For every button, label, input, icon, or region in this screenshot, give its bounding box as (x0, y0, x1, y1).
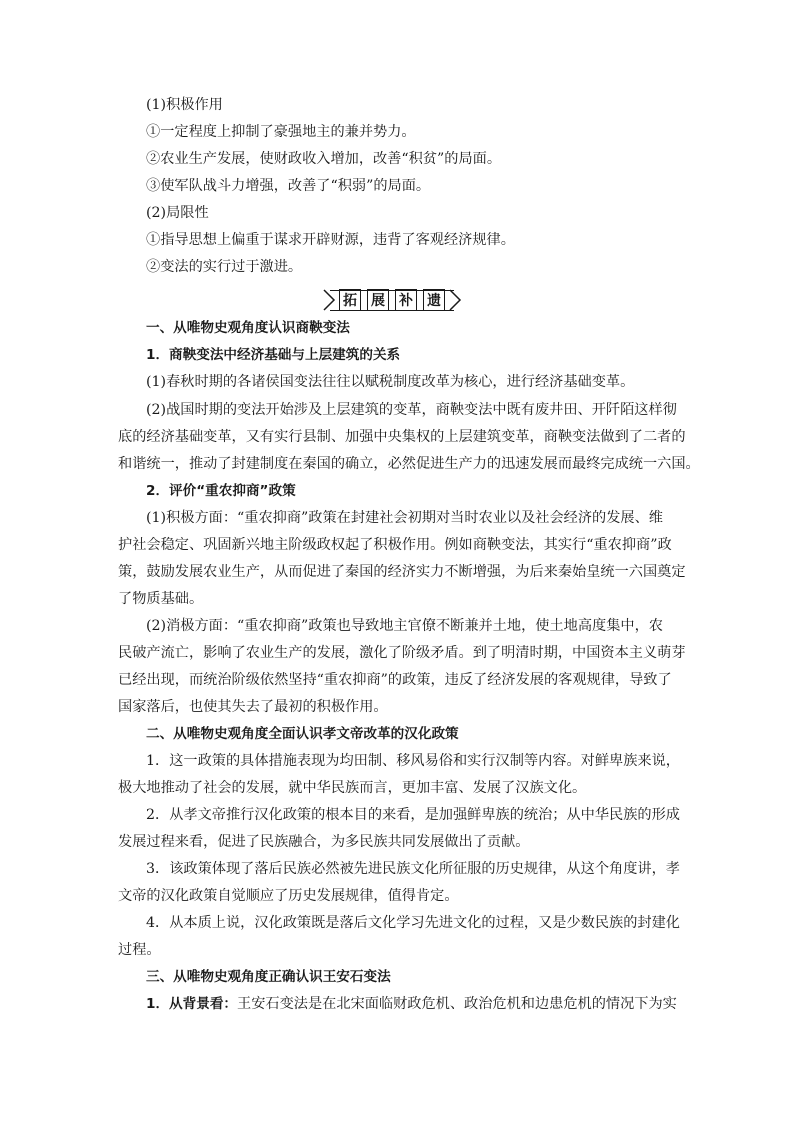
paragraph-line: 文帝的汉化政策自觉顺应了历史发展规律，值得肯定。 (118, 888, 459, 904)
banner-char: 遗 (423, 289, 445, 311)
paragraph-line: 国家落后，也使其失去了最初的积极作用。 (118, 699, 388, 715)
section-heading-limit: (2)局限性 (146, 205, 209, 221)
list-item: ①一定程度上抑制了豪强地主的兼并势力。 (146, 124, 416, 140)
banner-char: 补 (395, 289, 417, 311)
list-item: ③使军队战斗力增强，改善了“积弱”的局面。 (146, 178, 431, 194)
paragraph-line: 底的经济基础变革，又有实行县制、加强中央集权的上层建筑变革，商鞅变法做到了二者的 (118, 429, 686, 445)
paragraph-line: 护社会稳定、巩固新兴地主阶级政权起了积极作用。例如商鞅变法，其实行“重农抑商”政 (118, 537, 672, 553)
paragraph-line: 1．这一政策的具体措施表现为均田制、移风易俗和实行汉制等内容。对鲜卑族来说， (146, 753, 680, 769)
paragraph-line: 过程。 (118, 942, 161, 958)
paragraph-line: 发展过程来看，促进了民族融合，为多民族共同发展做出了贡献。 (118, 834, 530, 850)
paragraph-line: 了物质基础。 (118, 591, 204, 607)
section-banner (322, 287, 462, 313)
list-item: ②农业生产发展，使财政收入增加，改善“积贫”的局面。 (146, 151, 502, 167)
paragraph-line: 民破产流亡，影响了农业生产的发展，激化了阶级矛盾。到了明清时期，中国资本主义萌芽 (118, 645, 686, 661)
banner-char: 展 (367, 289, 389, 311)
banner-char: 拓 (339, 289, 361, 311)
paragraph-line: 2．从孝文帝推行汉化政策的根本目的来看，是加强鲜卑族的统治；从中华民族的形成 (146, 807, 680, 823)
paragraph-line: 策，鼓励发展农业生产，从而促进了秦国的经济实力不断增强，为后来秦始皇统一六国奠定 (118, 564, 686, 580)
paragraph-line: 4．从本质上说，汉化政策既是落后文化学习先进文化的过程，又是少数民族的封建化 (146, 915, 680, 931)
paragraph-line: 和谐统一，推动了封建制度在秦国的确立，必然促进生产力的迅速发展而最终完成统一六国。 (118, 456, 700, 472)
part2-title: 二、从唯物史观角度全面认识孝文帝改革的汉化政策 (146, 726, 459, 742)
paragraph-line (146, 994, 677, 1014)
paragraph-line: 3．该政策体现了落后民族必然被先进民族文化所征服的历史规律，从这个角度讲，孝 (146, 861, 680, 877)
paragraph-line: (2)消极方面：“重农抑商”政策也导致地主官僚不断兼并土地，使土地高度集中，农 (146, 618, 663, 634)
paragraph-line: 已经出现，而统治阶级依然坚持“重农抑商”的政策，违反了经济发展的客观规律，导致了 (118, 672, 672, 688)
paragraph-line: (1)积极方面：“重农抑商”政策在封建社会初期对当时农业以及社会经济的发展、维 (146, 510, 663, 526)
paragraph-line: 极大地推动了社会的发展，就中华民族而言，更加丰富、发展了汉族文化。 (118, 780, 587, 796)
section-heading-positive: (1)积极作用 (146, 97, 223, 113)
part3-title: 三、从唯物史观角度正确认识王安石变法 (146, 969, 391, 985)
paragraph: (1)春秋时期的各诸侯国变法往往以赋税制度改革为核心，进行经济基础变革。 (146, 374, 635, 390)
part3-text: 王安石变法是在北宋面临财政危机、政治危机和边患危机的情况下为实 (237, 996, 677, 1012)
list-item: ①指导思想上偏重于谋求开辟财源，违背了客观经济规律。 (146, 232, 515, 248)
part1-title: 一、从唯物史观角度认识商鞅变法 (146, 320, 350, 336)
part1-subtitle-2: 2．评价“重农抑商”政策 (146, 483, 296, 499)
list-item: ②变法的实行过于激进。 (146, 259, 303, 275)
part3-label: 1．从背景看： (146, 996, 238, 1012)
left-chevron-icon (322, 289, 336, 311)
right-chevron-icon (448, 289, 462, 311)
paragraph-line: (2)战国时期的变法开始涉及上层建筑的变革，商鞅变法中既有废井田、开阡陌这样彻 (146, 402, 677, 418)
part1-subtitle-1: 1．商鞅变法中经济基础与上层建筑的关系 (146, 347, 401, 363)
